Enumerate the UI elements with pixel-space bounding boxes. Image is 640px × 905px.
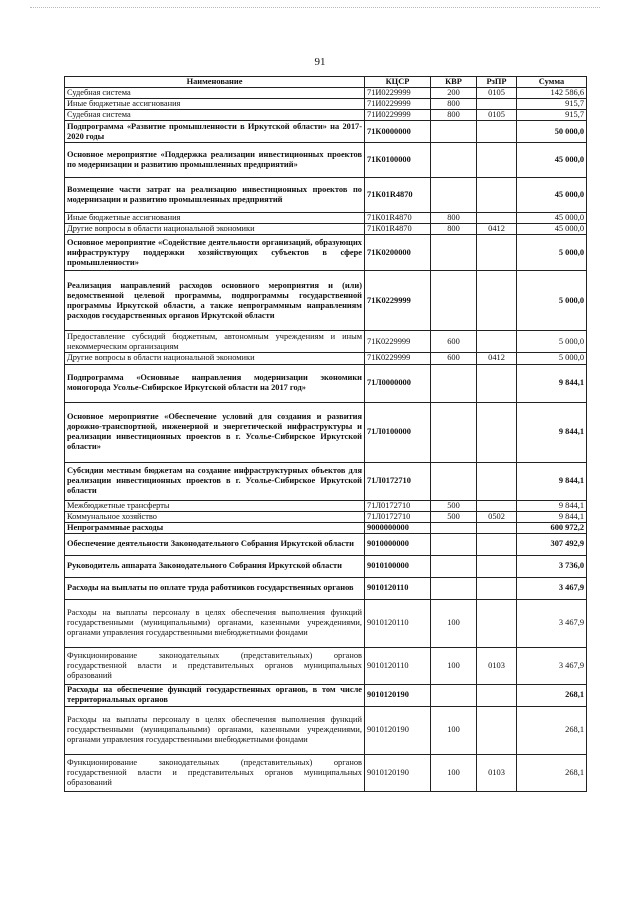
cell-name: Другие вопросы в области национальной экономики xyxy=(65,353,365,364)
cell-kvr xyxy=(431,522,477,533)
cell-rzpr xyxy=(477,121,517,143)
header-kcsr: КЦСР xyxy=(365,77,431,88)
cell-rzpr xyxy=(477,364,517,402)
cell-sum: 9 844,1 xyxy=(517,511,587,522)
cell-rzpr xyxy=(477,577,517,599)
cell-kvr xyxy=(431,684,477,706)
cell-sum: 45 000,0 xyxy=(517,213,587,224)
cell-kvr: 200 xyxy=(431,88,477,99)
table-row xyxy=(65,121,587,143)
table-body xyxy=(65,88,587,792)
cell-sum: 9 844,1 xyxy=(517,402,587,462)
cell-kvr xyxy=(431,271,477,331)
table-row xyxy=(65,353,587,364)
cell-name: Обеспечение деятельности Законодательного Собрания Иркутской области xyxy=(65,533,365,555)
table-row xyxy=(65,235,587,271)
cell-kcsr: 71Л0172710 xyxy=(365,500,431,511)
table-row xyxy=(65,178,587,213)
cell-name: Непрограммные расходы xyxy=(65,522,365,533)
cell-name: Реализация направлений расходов основного мероприятия и (или) ведомственной целевой программы, подпрограммы государственной программы Иркутской области, а также непрограммным направлениям расходов государственных органов Иркутской области xyxy=(65,271,365,331)
page-number: 91 xyxy=(314,56,326,68)
cell-kvr xyxy=(431,577,477,599)
table-row xyxy=(65,143,587,178)
table-row xyxy=(65,402,587,462)
cell-rzpr: 0105 xyxy=(477,88,517,99)
cell-name: Расходы на выплаты по оплате труда работников государственных органов xyxy=(65,577,365,599)
cell-kvr: 600 xyxy=(431,353,477,364)
cell-rzpr xyxy=(477,178,517,213)
header-kvr: КВР xyxy=(431,77,477,88)
cell-sum: 9 844,1 xyxy=(517,500,587,511)
cell-name: Межбюджетные трансферты xyxy=(65,500,365,511)
cell-rzpr xyxy=(477,402,517,462)
cell-rzpr xyxy=(477,331,517,353)
cell-sum: 268,1 xyxy=(517,706,587,754)
cell-name: Руководитель аппарата Законодательного Собрания Иркутской области xyxy=(65,555,365,577)
table-row xyxy=(65,213,587,224)
cell-name: Подпрограмма «Основные направления модернизации экономики моногорода Усолье-Сибирское Иркутской области на 2017 год» xyxy=(65,364,365,402)
cell-kcsr: 9010120190 xyxy=(365,706,431,754)
cell-name: Функционирование законодательных (представительных) органов государственной власти и представительных органов муниципальных образований xyxy=(65,754,365,791)
cell-name: Предоставление субсидий бюджетным, автономным учреждениям и иным некоммерческим организациям xyxy=(65,331,365,353)
table-row xyxy=(65,99,587,110)
cell-rzpr xyxy=(477,99,517,110)
cell-kcsr: 71К0000000 xyxy=(365,121,431,143)
cell-kvr: 800 xyxy=(431,99,477,110)
cell-name: Функционирование законодательных (представительных) органов государственной власти и представительных органов муниципальных образований xyxy=(65,647,365,684)
cell-name: Расходы на выплаты персоналу в целях обеспечения выполнения функций государственными (муниципальными) органами, казенными учреждениями, органами управления государственными внебюджетными фондами xyxy=(65,706,365,754)
header-name: Наименование xyxy=(65,77,365,88)
cell-kvr: 100 xyxy=(431,754,477,791)
cell-sum: 268,1 xyxy=(517,684,587,706)
table-row xyxy=(65,364,587,402)
cell-name: Расходы на обеспечение функций государственных органов, в том числе территориальных органов xyxy=(65,684,365,706)
table-row xyxy=(65,599,587,647)
cell-kcsr: 71Л0172710 xyxy=(365,462,431,500)
table-row xyxy=(65,500,587,511)
cell-kvr: 600 xyxy=(431,331,477,353)
table-row xyxy=(65,577,587,599)
table-row xyxy=(65,271,587,331)
table-row xyxy=(65,555,587,577)
cell-kcsr: 71Л0000000 xyxy=(365,364,431,402)
cell-sum: 5 000,0 xyxy=(517,271,587,331)
cell-kcsr: 71К0200000 xyxy=(365,235,431,271)
cell-kcsr: 71И0229999 xyxy=(365,88,431,99)
cell-kcsr: 71К01R4870 xyxy=(365,178,431,213)
cell-rzpr xyxy=(477,143,517,178)
scan-edge-line xyxy=(30,7,600,8)
cell-kcsr: 71К01R4870 xyxy=(365,224,431,235)
cell-kvr: 800 xyxy=(431,224,477,235)
cell-kcsr: 9010120190 xyxy=(365,754,431,791)
table-row xyxy=(65,224,587,235)
cell-sum: 50 000,0 xyxy=(517,121,587,143)
cell-name: Коммунальное хозяйство xyxy=(65,511,365,522)
cell-sum: 5 000,0 xyxy=(517,235,587,271)
cell-kvr xyxy=(431,364,477,402)
table-row xyxy=(65,684,587,706)
cell-kvr: 100 xyxy=(431,706,477,754)
cell-rzpr xyxy=(477,533,517,555)
cell-kvr xyxy=(431,462,477,500)
cell-name: Субсидии местным бюджетам на создание инфраструктурных объектов для реализации инвестиционных проектов в г. Усолье-Сибирское Иркутской области xyxy=(65,462,365,500)
cell-kcsr: 71И0229999 xyxy=(365,99,431,110)
cell-name: Подпрограмма «Развитие промышленности в Иркутской области» на 2017-2020 годы xyxy=(65,121,365,143)
table-row xyxy=(65,462,587,500)
table-row xyxy=(65,754,587,791)
cell-kcsr: 71И0229999 xyxy=(365,110,431,121)
cell-name: Расходы на выплаты персоналу в целях обеспечения выполнения функций государственными (муниципальными) органами, казенными учреждениями, органами управления государственными внебюджетными фондами xyxy=(65,599,365,647)
cell-kvr xyxy=(431,533,477,555)
table-header-row xyxy=(65,77,587,88)
cell-kvr: 100 xyxy=(431,599,477,647)
cell-kcsr: 71Л0100000 xyxy=(365,402,431,462)
cell-kcsr: 9010120110 xyxy=(365,599,431,647)
cell-rzpr xyxy=(477,522,517,533)
cell-sum: 600 972,2 xyxy=(517,522,587,533)
cell-sum: 307 492,9 xyxy=(517,533,587,555)
cell-name: Иные бюджетные ассигнования xyxy=(65,99,365,110)
cell-rzpr xyxy=(477,500,517,511)
cell-rzpr xyxy=(477,555,517,577)
cell-kvr xyxy=(431,121,477,143)
cell-kvr: 100 xyxy=(431,647,477,684)
cell-rzpr xyxy=(477,213,517,224)
header-rzpr: РзПР xyxy=(477,77,517,88)
cell-name: Судебная система xyxy=(65,110,365,121)
budget-table xyxy=(64,76,587,792)
cell-sum: 45 000,0 xyxy=(517,143,587,178)
cell-kvr: 800 xyxy=(431,213,477,224)
cell-name: Иные бюджетные ассигнования xyxy=(65,213,365,224)
cell-name: Основное мероприятие «Содействие деятельности организаций, образующих инфраструктуру поддержки хозяйствующих субъектов в сфере промышленности» xyxy=(65,235,365,271)
cell-kcsr: 71К0100000 xyxy=(365,143,431,178)
cell-name: Другие вопросы в области национальной экономики xyxy=(65,224,365,235)
table-row xyxy=(65,331,587,353)
cell-rzpr: 0412 xyxy=(477,353,517,364)
cell-kcsr: 9010100000 xyxy=(365,555,431,577)
cell-sum: 3 736,0 xyxy=(517,555,587,577)
cell-kvr: 500 xyxy=(431,500,477,511)
cell-rzpr: 0412 xyxy=(477,224,517,235)
cell-sum: 3 467,9 xyxy=(517,647,587,684)
cell-sum: 5 000,0 xyxy=(517,353,587,364)
cell-sum: 9 844,1 xyxy=(517,462,587,500)
cell-sum: 5 000,0 xyxy=(517,331,587,353)
cell-rzpr: 0502 xyxy=(477,511,517,522)
cell-rzpr xyxy=(477,462,517,500)
cell-rzpr: 0103 xyxy=(477,754,517,791)
cell-sum: 915,7 xyxy=(517,99,587,110)
cell-name: Судебная система xyxy=(65,88,365,99)
cell-kcsr: 9010120190 xyxy=(365,684,431,706)
cell-sum: 9 844,1 xyxy=(517,364,587,402)
table-row xyxy=(65,522,587,533)
cell-name: Основное мероприятие «Обеспечение условий для создания и развития дорожно-транспортной, инженерной и энергетической инфраструктуры и реализации инвестиционных проектов в г. Усолье-Сибирское Иркутской области» xyxy=(65,402,365,462)
table-row xyxy=(65,647,587,684)
cell-rzpr xyxy=(477,271,517,331)
cell-kvr xyxy=(431,143,477,178)
cell-sum: 268,1 xyxy=(517,754,587,791)
cell-sum: 915,7 xyxy=(517,110,587,121)
cell-kcsr: 71К01R4870 xyxy=(365,213,431,224)
table-row xyxy=(65,88,587,99)
cell-kcsr: 9010120110 xyxy=(365,647,431,684)
cell-name: Возмещение части затрат на реализацию инвестиционных проектов по модернизации и развитию промышленных предприятий xyxy=(65,178,365,213)
cell-sum: 45 000,0 xyxy=(517,224,587,235)
cell-sum: 142 586,6 xyxy=(517,88,587,99)
cell-kvr xyxy=(431,178,477,213)
cell-kcsr: 9000000000 xyxy=(365,522,431,533)
cell-rzpr: 0105 xyxy=(477,110,517,121)
cell-kcsr: 9010120110 xyxy=(365,577,431,599)
cell-kvr: 500 xyxy=(431,511,477,522)
cell-kcsr: 9010000000 xyxy=(365,533,431,555)
cell-kvr xyxy=(431,235,477,271)
cell-rzpr: 0103 xyxy=(477,647,517,684)
cell-kvr xyxy=(431,555,477,577)
cell-kvr: 800 xyxy=(431,110,477,121)
table-row xyxy=(65,511,587,522)
cell-sum: 3 467,9 xyxy=(517,577,587,599)
cell-kcsr: 71К0229999 xyxy=(365,271,431,331)
table-row xyxy=(65,110,587,121)
cell-sum: 3 467,9 xyxy=(517,599,587,647)
cell-rzpr xyxy=(477,684,517,706)
header-sum: Сумма xyxy=(517,77,587,88)
cell-kvr xyxy=(431,402,477,462)
cell-sum: 45 000,0 xyxy=(517,178,587,213)
table-row xyxy=(65,706,587,754)
cell-name: Основное мероприятие «Поддержка реализации инвестиционных проектов по модернизации и развитию промышленных предприятий» xyxy=(65,143,365,178)
cell-kcsr: 71К0229999 xyxy=(365,353,431,364)
cell-kcsr: 71Л0172710 xyxy=(365,511,431,522)
cell-kcsr: 71К0229999 xyxy=(365,331,431,353)
cell-rzpr xyxy=(477,706,517,754)
cell-rzpr xyxy=(477,599,517,647)
table-row xyxy=(65,533,587,555)
cell-rzpr xyxy=(477,235,517,271)
